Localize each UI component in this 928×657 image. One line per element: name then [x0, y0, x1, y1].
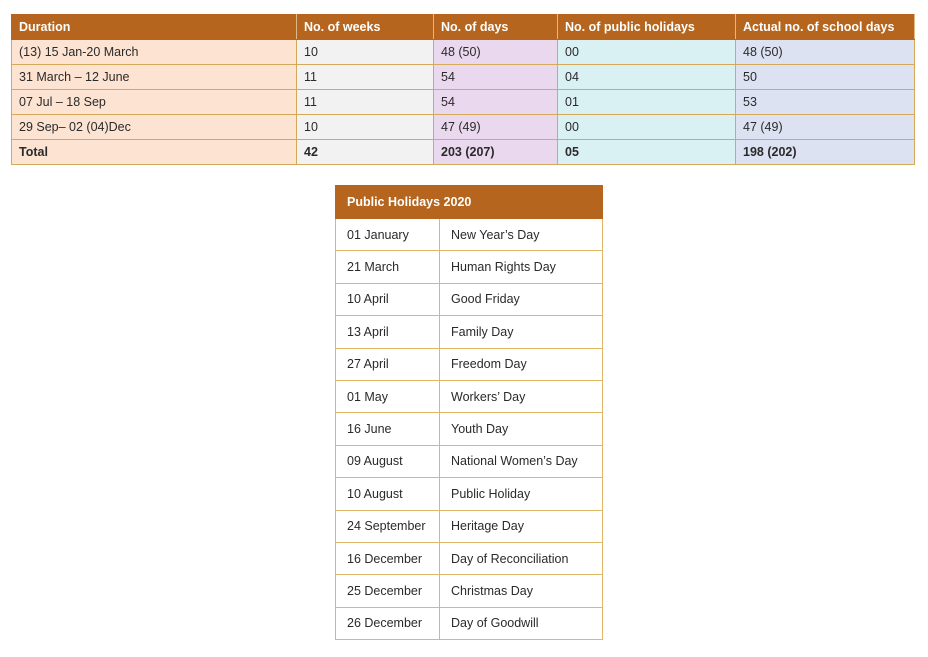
- table-row: [336, 251, 603, 283]
- holiday-name: National Women’s Day: [440, 445, 603, 477]
- cell-weeks: 11: [297, 90, 434, 115]
- holiday-date: 26 December: [336, 607, 440, 639]
- cell-actual-days: 47 (49): [736, 115, 915, 140]
- total-public-holidays: 05: [558, 140, 736, 165]
- school-terms-table: [11, 14, 915, 165]
- table-row: [12, 90, 915, 115]
- holiday-name: Christmas Day: [440, 575, 603, 607]
- cell-days: 47 (49): [434, 115, 558, 140]
- cell-days: 54: [434, 65, 558, 90]
- header-days: No. of days: [434, 15, 558, 40]
- table-row: [336, 510, 603, 542]
- holiday-date: 01 May: [336, 380, 440, 412]
- cell-duration: 31 March – 12 June: [12, 65, 297, 90]
- header-weeks: No. of weeks: [297, 15, 434, 40]
- cell-actual-days: 50: [736, 65, 915, 90]
- holiday-name: Youth Day: [440, 413, 603, 445]
- table-row: [336, 348, 603, 380]
- holiday-name: Good Friday: [440, 283, 603, 315]
- holiday-date: 27 April: [336, 348, 440, 380]
- total-weeks: 42: [297, 140, 434, 165]
- table-row: [336, 316, 603, 348]
- cell-public-holidays: 01: [558, 90, 736, 115]
- header-public-holidays: No. of public holidays: [558, 15, 736, 40]
- total-row: [12, 140, 915, 165]
- cell-days: 54: [434, 90, 558, 115]
- holiday-date: 13 April: [336, 316, 440, 348]
- holiday-date: 25 December: [336, 575, 440, 607]
- cell-weeks: 10: [297, 115, 434, 140]
- table-row: [336, 607, 603, 639]
- holiday-date: 16 December: [336, 542, 440, 574]
- holiday-name: Workers’ Day: [440, 380, 603, 412]
- holiday-date: 09 August: [336, 445, 440, 477]
- public-holidays-table: [335, 185, 603, 640]
- table-row: [336, 219, 603, 251]
- total-label: Total: [12, 140, 297, 165]
- table-row: [336, 542, 603, 574]
- cell-public-holidays: 04: [558, 65, 736, 90]
- cell-actual-days: 48 (50): [736, 40, 915, 65]
- table-row: [336, 478, 603, 510]
- holiday-name: Public Holiday: [440, 478, 603, 510]
- total-actual-days: 198 (202): [736, 140, 915, 165]
- table-row: [336, 380, 603, 412]
- holiday-name: Family Day: [440, 316, 603, 348]
- cell-duration: 29 Sep– 02 (04)Dec: [12, 115, 297, 140]
- cell-duration: 07 Jul – 18 Sep: [12, 90, 297, 115]
- holiday-date: 10 August: [336, 478, 440, 510]
- cell-duration: (13) 15 Jan-20 March: [12, 40, 297, 65]
- header-actual-school-days: Actual no. of school days: [736, 15, 915, 40]
- holiday-date: 21 March: [336, 251, 440, 283]
- holiday-date: 24 September: [336, 510, 440, 542]
- holiday-name: Freedom Day: [440, 348, 603, 380]
- cell-days: 48 (50): [434, 40, 558, 65]
- table-row: [336, 445, 603, 477]
- table-row: [336, 413, 603, 445]
- header-duration: Duration: [12, 15, 297, 40]
- holiday-name: New Year’s Day: [440, 219, 603, 251]
- total-days: 203 (207): [434, 140, 558, 165]
- holiday-name: Heritage Day: [440, 510, 603, 542]
- holiday-date: 01 January: [336, 219, 440, 251]
- holiday-date: 10 April: [336, 283, 440, 315]
- holidays-title: Public Holidays 2020: [336, 186, 603, 219]
- table-row: [12, 65, 915, 90]
- table-row: [336, 575, 603, 607]
- cell-weeks: 10: [297, 40, 434, 65]
- cell-public-holidays: 00: [558, 40, 736, 65]
- table-row: [12, 40, 915, 65]
- holiday-name: Day of Reconciliation: [440, 542, 603, 574]
- cell-weeks: 11: [297, 65, 434, 90]
- table-row: [12, 115, 915, 140]
- holidays-header-row: [336, 186, 603, 219]
- holiday-name: Day of Goodwill: [440, 607, 603, 639]
- cell-public-holidays: 00: [558, 115, 736, 140]
- term-table-header-row: [12, 15, 915, 40]
- holiday-name: Human Rights Day: [440, 251, 603, 283]
- cell-actual-days: 53: [736, 90, 915, 115]
- table-row: [336, 283, 603, 315]
- holiday-date: 16 June: [336, 413, 440, 445]
